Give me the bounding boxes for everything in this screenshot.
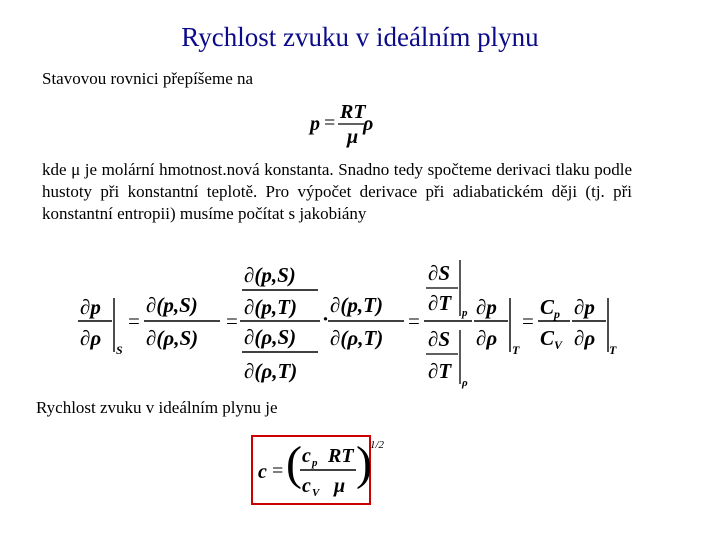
eq3-exponent: 1/2: [370, 439, 385, 451]
svg-text:·: ·: [322, 307, 330, 331]
svg-text:T: T: [609, 343, 617, 357]
svg-text:∂p: ∂p: [574, 295, 595, 319]
svg-text:∂T: ∂T: [428, 291, 452, 315]
eq3-cp-sub: p: [312, 457, 318, 469]
svg-text:∂(p,S): ∂(p,S): [244, 263, 296, 287]
eq3-mu: μ: [334, 475, 346, 497]
eq3-cv: c: [302, 475, 311, 497]
eq3-cp: c: [302, 445, 311, 467]
eq1-rho: ρ: [363, 113, 374, 135]
svg-text:∂T: ∂T: [428, 359, 452, 383]
eq3-c: c: [258, 461, 267, 483]
svg-text:∂S: ∂S: [428, 261, 451, 285]
svg-text:∂(ρ,T): ∂(ρ,T): [330, 326, 384, 350]
explanation-paragraph: kde μ je molární hmotnost.nová konstanta. Snadno tedy spočteme derivaci tlaku podle hustoty při konstantní teplotě. Pro výpočet derivace při adiabatickém ději (tj. při konstantní entropii) musíme počítat s jakobiány: [42, 160, 632, 223]
svg-text:∂p: ∂p: [476, 295, 497, 319]
svg-text:=: =: [522, 309, 534, 333]
eq1-p: p: [310, 113, 320, 135]
conclusion-text: Rychlost zvuku v ideálním plynu je: [36, 398, 278, 417]
svg-text:=: =: [408, 309, 420, 333]
svg-text:=: =: [272, 460, 284, 482]
svg-text:S: S: [116, 343, 123, 357]
svg-text:p: p: [462, 307, 468, 319]
page-title: Rychlost zvuku v ideálním plynu: [181, 22, 539, 52]
svg-text:∂(p,S): ∂(p,S): [146, 293, 198, 317]
svg-text:ρ: ρ: [462, 377, 468, 389]
svg-text:∂(ρ,T): ∂(ρ,T): [244, 359, 298, 383]
jacobian-equation: [76, 254, 620, 390]
eq1-equals: =: [324, 112, 336, 134]
svg-text:=: =: [226, 309, 238, 333]
eq1-numerator: RT: [340, 101, 366, 123]
svg-text:∂(ρ,S): ∂(ρ,S): [146, 326, 199, 350]
eq3-cv-sub: V: [312, 487, 320, 499]
speed-of-sound-equation: [246, 432, 390, 508]
svg-text:∂(p,T): ∂(p,T): [244, 295, 297, 319]
svg-text:∂p: ∂p: [80, 295, 101, 319]
svg-text:∂ρ: ∂ρ: [80, 326, 102, 350]
svg-text:∂(ρ,S): ∂(ρ,S): [244, 325, 297, 349]
intro-text: Stavovou rovnici přepíšeme na: [42, 69, 254, 88]
svg-text:T: T: [512, 343, 520, 357]
eq3-rt: RT: [328, 445, 354, 467]
svg-text:CV: CV: [540, 326, 563, 352]
svg-text:(: (: [286, 437, 302, 490]
svg-text:∂ρ: ∂ρ: [574, 326, 596, 350]
equation-state: [300, 96, 380, 150]
svg-text:∂S: ∂S: [428, 327, 451, 351]
svg-text:=: =: [128, 309, 140, 333]
svg-text:Cp: Cp: [540, 295, 561, 321]
eq1-denominator: μ: [347, 126, 359, 148]
svg-text:∂(p,T): ∂(p,T): [330, 293, 383, 317]
svg-text:∂ρ: ∂ρ: [476, 326, 498, 350]
svg-text:): ): [356, 437, 372, 490]
